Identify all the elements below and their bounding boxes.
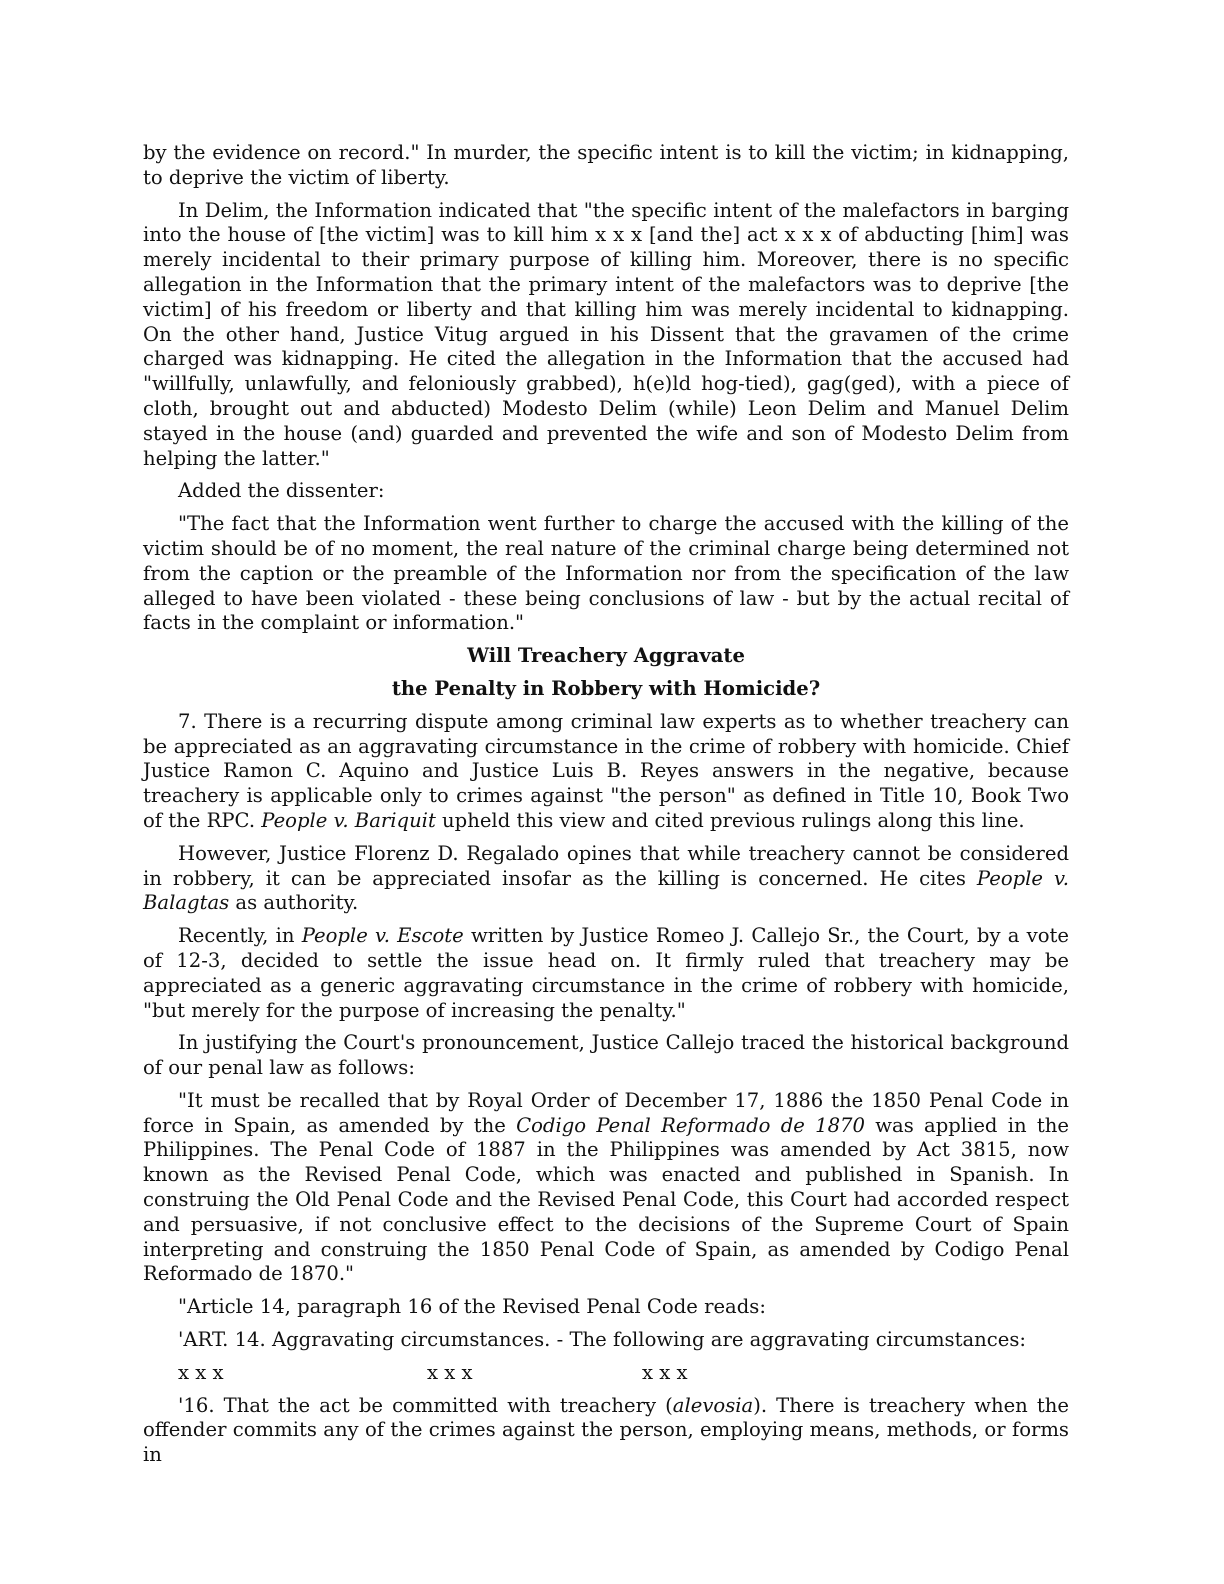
text-segment: as authority.: [229, 891, 359, 915]
text-segment: '16. That the act be committed with treachery (: [178, 1393, 673, 1417]
heading-line-2: the Penalty in Robbery with Homicide?: [391, 676, 821, 700]
omission-marks-row: [143, 1361, 1069, 1386]
text-segment: 7. There is a recurring dispute among criminal law experts as to whether treachery can be appreciated as an aggravating circumstance in the crime of robbery with homicide. Chief Justice Ramon C. Aquino and Justice Luis B. Reyes answers in the negative, because treachery is applicable only to crimes against "the person" as defined in Title 10, Book Two of the RPC.: [143, 709, 1069, 832]
document-page: [143, 141, 1069, 1476]
heading-line-1: Will Treachery Aggravate: [467, 644, 745, 668]
omission-mark: x x x: [642, 1360, 688, 1384]
paragraph-art-14-aggravating: 'ART. 14. Aggravating circumstances. - The following are aggravating circumstances:: [178, 1328, 1027, 1352]
text-segment: written by Justice Romeo J. Callejo Sr., the Court, by a vote of 12-3, decided to settle the issue head on. It firmly ruled that treachery may be appreciated as a generic aggravating circumstance in the crime of robbery with homicide, "but merely for the purpose of increasing the penalty.": [143, 924, 1069, 1022]
text-segment: upheld this view and cited previous rulings along this line.: [435, 808, 1025, 832]
paragraph-justifying: In justifying the Court's pronouncement, Justice Callejo traced the historical background of our penal law as follows:: [143, 1031, 1069, 1080]
section-heading: [143, 644, 1069, 702]
paragraph-delim: In Delim, the Information indicated that "the specific intent of the malefactors in barging into the house of [the victim] was to kill him x x x [and the] act x x x of abducting [him] was merely incidental to their primary purpose of killing him. Moreover, there is no specific allegation in the Information that the primary intent of the malefactors was to deprive [the victim] of his freedom or liberty and that killing him was merely incidental to kidnapping. On the other hand, Justice Vitug argued in his Dissent that the gravamen of the crime charged was kidnapping. He cited the allegation in the Information that the accused had "willfully, unlawfully, and feloniously grabbed), h(e)ld hog-tied), gag(ged), with a piece of cloth, brought out and abducted) Modesto Delim (while) Leon Delim and Manuel Delim stayed in the house (and) guarded and prevented the wife and son of Modesto Delim from helping the latter.": [143, 198, 1069, 470]
text-segment: "It must be recalled that by Royal Order of December 17, 1886 the 1850 Penal Code in force in Spain, as amended by the: [143, 1088, 1069, 1137]
codigo-penal-title: Codigo Penal Reformado de 1870: [516, 1113, 865, 1137]
paragraph-regalado: [143, 842, 1069, 916]
text-segment: Recently, in: [178, 924, 302, 948]
paragraph-dissent-quote: "The fact that the Information went further to charge the accused with the killing of the victim should be of no moment, the real nature of the criminal charge being determined not from the caption or the preamble of the Information nor from the specification of the law alleged to have been violated - these being conclusions of law - but by the actual recital of facts in the complaint or information.": [143, 512, 1069, 635]
paragraph-article-14: "Article 14, paragraph 16 of the Revised Penal Code reads:: [178, 1295, 766, 1319]
alevosia-term: alevosia: [672, 1393, 754, 1417]
paragraph-added-dissenter: Added the dissenter:: [178, 479, 385, 503]
paragraph-continuation: by the evidence on record." In murder, the specific intent is to kill the victim; in kidnapping, to deprive the victim of liberty.: [143, 141, 1069, 189]
paragraph-escote: [143, 924, 1069, 1023]
omission-mark: x x x: [178, 1360, 224, 1384]
case-name-bariquit: People v. Bariquit: [261, 808, 436, 832]
paragraph-recurring-dispute: [143, 710, 1069, 834]
case-name-escote: People v. Escote: [301, 924, 464, 948]
omission-mark: x x x: [427, 1360, 473, 1384]
text-segment: was applied in the Philippines. The Penal Code of 1887 in the Philippines was amended by Act 3815, now known as the Revised Penal Code, which was enacted and published in Spanish. In construing the Old Penal Code and the Revised Penal Code, this Court had accorded respect and persuasive, if not conclusive effect to the decisions of the Supreme Court of Spain interpreting and construing the 1850 Penal Code of Spain, as amended by Codigo Penal Reformado de 1870.": [143, 1113, 1069, 1286]
text-segment: However, Justice Florenz D. Regalado opines that while treachery cannot be considered in robbery, it can be appreciated insofar as the killing is concerned. He cites: [143, 841, 1069, 890]
text-segment: ). There is treachery when the offender commits any of the crimes against the person, employing means, methods, or forms in: [143, 1393, 1069, 1467]
paragraph-royal-order: [143, 1089, 1069, 1287]
case-name-balagtas: People v. Balagtas: [143, 866, 1069, 915]
paragraph-treachery-definition: [143, 1394, 1069, 1468]
